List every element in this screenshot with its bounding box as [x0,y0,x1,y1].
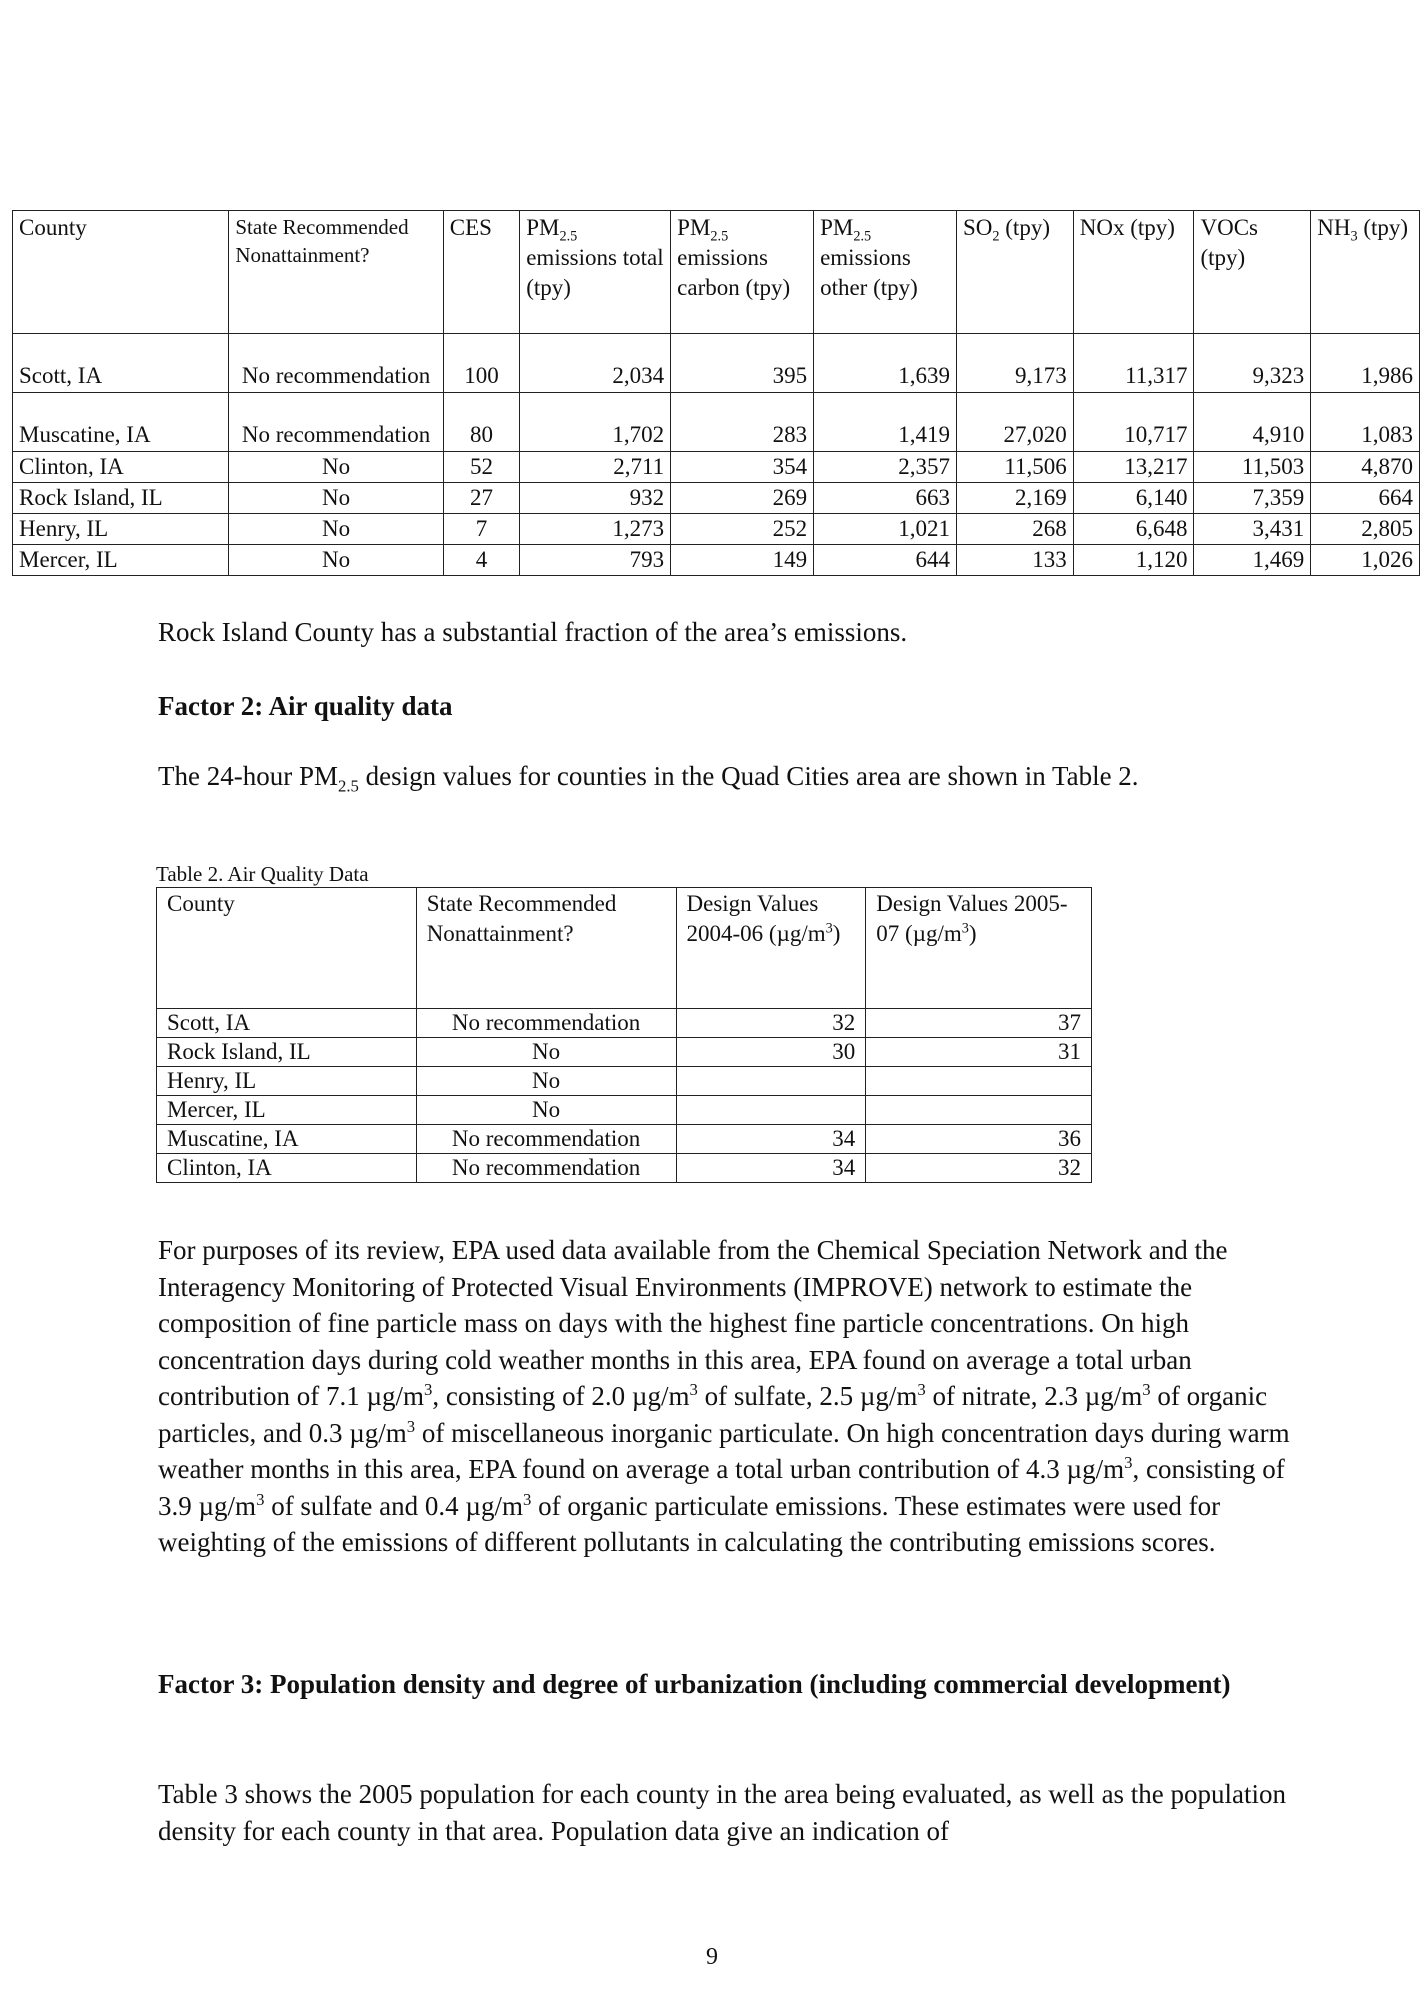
table-row [13,452,1420,483]
col-nh3: $NH_3$ (tpy) [1311,211,1420,334]
cell-dv1 [676,1067,866,1096]
paragraph-rock-island: Rock Island County has a substantial fraction of the area’s emissions. [158,617,908,647]
col-design-values-2004-06: Design Values 2004-06 $(\mu g/m^3)$ [676,888,866,1009]
cell-pm-other: 1,639 [814,334,957,393]
air-quality-table [156,887,1092,1183]
factor3-heading: Factor 3: Population density and degree of urbanization (including commercial development) [158,1669,1231,1699]
table-row [157,1096,1092,1125]
cell-dv2 [866,1067,1092,1096]
cell-county: Muscatine, IA [13,393,229,452]
cell-dv1: 30 [676,1038,866,1067]
cell-recommendation: No recommendation [229,334,443,393]
cell-nox: 6,648 [1073,514,1194,545]
table-row [13,545,1420,576]
table2-caption: Table 2. Air Quality Data [156,862,369,886]
paragraph-speciation: For purposes of its review, EPA used data available from the Chemical Speciation Network and the Interagency Monitoring of Protected Visual Environments (IMPROVE) network to estimate the composition of fine particle mass on days with the highest fine particle concentrations. On high concentration days during cold weather months in this area, EPA found on average a total urban contribution of 7.1 $\mu g/m^3$, consisting of 2.0 $\mu g/m^3$ of sulfate, 2.5 $\mu g/m^3$ of nitrate, 2.3 $\mu g/m^3$ of organic particles, and 0.3 $\mu g/m^3$ of miscellaneous inorganic particulate. On high concentration days during warm weather months in this area, EPA found on average a total urban contribution of 4.3 $\mu g/m^3$, consisting of 3.9 $\mu g/m^3$ of sulfate and 0.4 $\mu g/m^3$ of organic particulate emissions. These estimates were used for weighting of the emissions of different pollutants in calculating the contributing emissions scores. [158,1235,1290,1557]
col-vocs: VOCs (tpy) [1194,211,1311,334]
cell-county: Clinton, IA [157,1154,417,1183]
cell-county: Mercer, IL [157,1096,417,1125]
col-design-values-2005-07: Design Values 2005-07 $(\mu g/m^3)$ [866,888,1092,1009]
table-row [157,1038,1092,1067]
col-pm-other: $PM_{2.5}$ emissions other (tpy) [814,211,957,334]
emissions-table-header [13,211,1420,334]
col-state-recommended: State Recommended Nonattainment? [416,888,676,1009]
cell-dv1: 34 [676,1125,866,1154]
cell-county: Muscatine, IA [157,1125,417,1154]
col-pm-carbon: $PM_{2.5}$ emissions carbon (tpy) [671,211,814,334]
cell-recommendation: No [416,1096,676,1125]
cell-nox: 11,317 [1073,334,1194,393]
cell-vocs: 9,323 [1194,334,1311,393]
cell-recommendation: No [416,1067,676,1096]
table-row [13,514,1420,545]
cell-pm-other: 663 [814,483,957,514]
cell-pm-other: 2,357 [814,452,957,483]
cell-pm-total: 2,034 [520,334,671,393]
cell-recommendation: No [229,514,443,545]
cell-county: Henry, IL [157,1067,417,1096]
cell-dv1: 34 [676,1154,866,1183]
cell-pm-carbon: 283 [671,393,814,452]
cell-pm-total: 2,711 [520,452,671,483]
col-state-recommended: State Recommended Nonattainment? [229,211,443,334]
cell-so2: 11,506 [956,452,1073,483]
cell-nh3: 1,083 [1311,393,1420,452]
col-pm-total: $PM_{2.5}$ emissions total (tpy) [520,211,671,334]
cell-vocs: 7,359 [1194,483,1311,514]
cell-ces: 80 [443,393,519,452]
cell-nh3: 1,986 [1311,334,1420,393]
factor2-heading: Factor 2: Air quality data [158,691,453,721]
cell-ces: 7 [443,514,519,545]
cell-recommendation: No recommendation [416,1154,676,1183]
col-ces: CES [443,211,519,334]
cell-recommendation: No [229,483,443,514]
cell-ces: 27 [443,483,519,514]
cell-pm-total: 793 [520,545,671,576]
cell-dv1 [676,1096,866,1125]
cell-nh3: 1,026 [1311,545,1420,576]
table-row [13,334,1420,393]
cell-recommendation: No [416,1038,676,1067]
paragraph-population: Table 3 shows the 2005 population for each county in the area being evaluated, as well as the population density for each county in that area. Population data give an indication of [158,1779,1287,1846]
cell-vocs: 4,910 [1194,393,1311,452]
cell-dv2: 31 [866,1038,1092,1067]
cell-recommendation: No recommendation [416,1125,676,1154]
cell-pm-carbon: 354 [671,452,814,483]
paragraph-design-values: The 24-hour $PM_{2.5}$ design values for counties in the Quad Cities area are shown in Table 2. [158,761,1139,796]
cell-county: Scott, IA [13,334,229,393]
cell-nh3: 2,805 [1311,514,1420,545]
cell-pm-other: 1,419 [814,393,957,452]
cell-dv1: 32 [676,1009,866,1038]
cell-pm-carbon: 269 [671,483,814,514]
cell-pm-carbon: 395 [671,334,814,393]
cell-dv2 [866,1096,1092,1125]
cell-nox: 13,217 [1073,452,1194,483]
col-nox: NOx (tpy) [1073,211,1194,334]
cell-dv2: 37 [866,1009,1092,1038]
col-county: County [157,888,417,1009]
cell-county: Clinton, IA [13,452,229,483]
cell-pm-carbon: 149 [671,545,814,576]
cell-ces: 52 [443,452,519,483]
cell-dv2: 32 [866,1154,1092,1183]
cell-recommendation: No recommendation [229,393,443,452]
table-row [157,1067,1092,1096]
cell-pm-total: 1,702 [520,393,671,452]
table-row [157,1009,1092,1038]
cell-pm-other: 644 [814,545,957,576]
cell-so2: 268 [956,514,1073,545]
cell-so2: 133 [956,545,1073,576]
cell-pm-carbon: 252 [671,514,814,545]
page-number: 9 [706,1944,718,1970]
cell-nox: 1,120 [1073,545,1194,576]
col-so2: $SO_2$ (tpy) [956,211,1073,334]
cell-so2: 9,173 [956,334,1073,393]
cell-dv2: 36 [866,1125,1092,1154]
cell-county: Henry, IL [13,514,229,545]
cell-recommendation: No [229,545,443,576]
cell-vocs: 1,469 [1194,545,1311,576]
cell-county: Mercer, IL [13,545,229,576]
cell-ces: 100 [443,334,519,393]
table-row [13,393,1420,452]
cell-nox: 10,717 [1073,393,1194,452]
cell-pm-other: 1,021 [814,514,957,545]
table-row [157,1125,1092,1154]
cell-recommendation: No recommendation [416,1009,676,1038]
cell-pm-total: 932 [520,483,671,514]
cell-county: Rock Island, IL [13,483,229,514]
emissions-table [12,210,1420,576]
table-row [13,483,1420,514]
air-quality-table-header [157,888,1092,1009]
cell-recommendation: No [229,452,443,483]
col-county: County [13,211,229,334]
cell-nh3: 664 [1311,483,1420,514]
cell-county: Rock Island, IL [157,1038,417,1067]
cell-pm-total: 1,273 [520,514,671,545]
cell-county: Scott, IA [157,1009,417,1038]
cell-nh3: 4,870 [1311,452,1420,483]
table-row [157,1154,1092,1183]
cell-nox: 6,140 [1073,483,1194,514]
cell-ces: 4 [443,545,519,576]
cell-so2: 2,169 [956,483,1073,514]
cell-vocs: 11,503 [1194,452,1311,483]
cell-so2: 27,020 [956,393,1073,452]
cell-vocs: 3,431 [1194,514,1311,545]
